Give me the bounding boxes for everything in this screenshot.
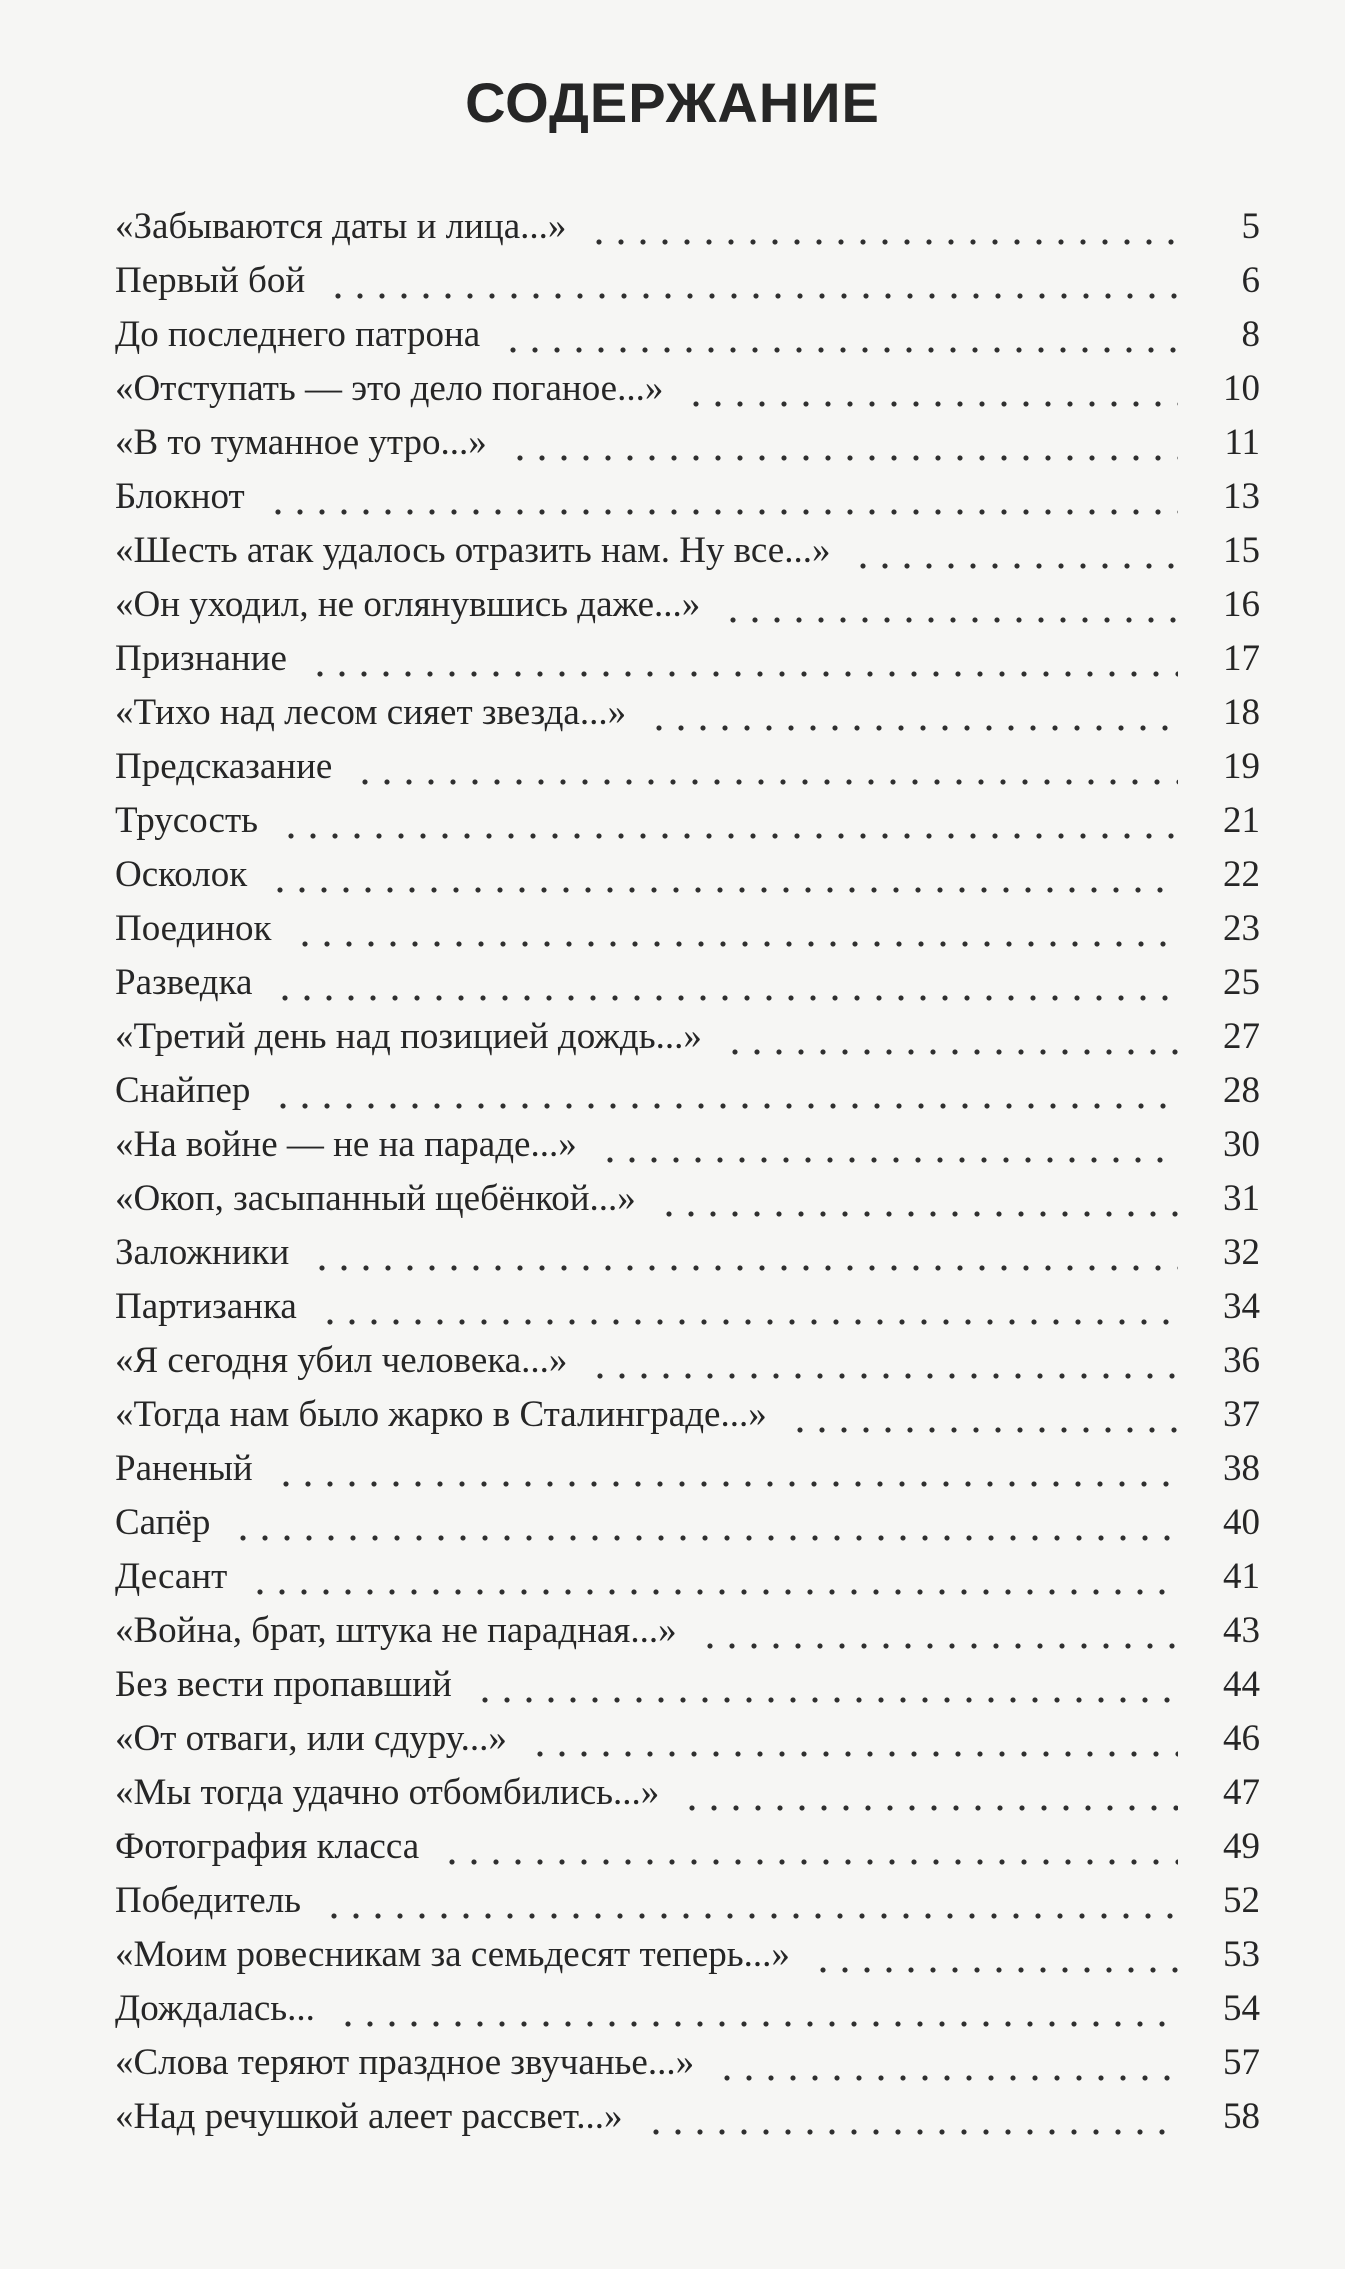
toc-entry-title: Десант xyxy=(115,1556,228,1597)
toc-entry xyxy=(115,254,1260,308)
toc-entry-page-number: 34 xyxy=(1223,1286,1260,1327)
dot-leader xyxy=(716,2036,1178,2090)
toc-entry-page-number: 13 xyxy=(1223,476,1260,517)
dot-leader xyxy=(699,1604,1178,1658)
dot-leader xyxy=(658,1172,1178,1226)
toc-entry xyxy=(115,1010,1260,1064)
toc-entry-page-number: 31 xyxy=(1223,1178,1260,1219)
toc-entry-title: «Третий день над позицией дождь...» xyxy=(115,1016,702,1057)
toc-entry-title: «Отступать — это дело поганое...» xyxy=(115,368,664,409)
toc-entry xyxy=(115,1766,1260,1820)
dot-leader xyxy=(722,578,1178,632)
toc-entry-page-number: 28 xyxy=(1223,1070,1260,1111)
toc-entry-title: «В то туманное утро...» xyxy=(115,422,487,463)
dot-leader xyxy=(648,686,1178,740)
dot-leader xyxy=(599,1118,1178,1172)
toc-entry-title: Трусость xyxy=(115,800,259,841)
toc-entry-page-number: 43 xyxy=(1223,1610,1260,1651)
toc-entry-title: Раненый xyxy=(115,1448,253,1489)
toc-entry xyxy=(115,1334,1260,1388)
dot-leader xyxy=(852,524,1178,578)
toc-entry-title: Дождалась... xyxy=(115,1988,315,2029)
toc-entry-page-number: 57 xyxy=(1223,2042,1260,2083)
toc-entry xyxy=(115,740,1260,794)
dot-leader xyxy=(724,1010,1178,1064)
toc-entry-page-number: 41 xyxy=(1223,1556,1260,1597)
toc-entry-page-number: 8 xyxy=(1241,314,1260,355)
toc-entry-title: Сапёр xyxy=(115,1502,211,1543)
toc-entry-title: «Моим ровесникам за семьдесят теперь...» xyxy=(115,1934,790,1975)
toc-entry-page-number: 47 xyxy=(1223,1772,1260,1813)
toc-entry-page-number: 53 xyxy=(1223,1934,1260,1975)
dot-leader xyxy=(232,1496,1178,1550)
toc-entry xyxy=(115,2090,1260,2144)
toc-entry-title: Фотография класса xyxy=(115,1826,420,1867)
toc-entry-title: «От отваги, или сдуру...» xyxy=(115,1718,507,1759)
toc-entry xyxy=(115,1928,1260,1982)
toc-entry-title: «Он уходил, не оглянувшись даже...» xyxy=(115,584,701,625)
dot-leader xyxy=(327,254,1178,308)
dot-leader xyxy=(309,632,1178,686)
toc-entry xyxy=(115,1118,1260,1172)
dot-leader xyxy=(311,1226,1178,1280)
toc-entry xyxy=(115,1064,1260,1118)
dot-leader xyxy=(588,200,1178,254)
toc-entry-title: Без вести пропавший xyxy=(115,1664,452,1705)
toc-entry-page-number: 58 xyxy=(1223,2096,1260,2137)
toc-entry xyxy=(115,848,1260,902)
dot-leader xyxy=(267,470,1178,524)
toc-entry-title: Осколок xyxy=(115,854,248,895)
toc-entry-page-number: 6 xyxy=(1241,260,1260,301)
dot-leader xyxy=(645,2090,1178,2144)
toc-entry xyxy=(115,1388,1260,1442)
toc-entry xyxy=(115,362,1260,416)
toc-entry-page-number: 11 xyxy=(1224,422,1260,463)
dot-leader xyxy=(509,416,1178,470)
toc-entry-page-number: 15 xyxy=(1223,530,1260,571)
toc-entry-title: Партизанка xyxy=(115,1286,297,1327)
toc-entry-page-number: 19 xyxy=(1223,746,1260,787)
toc-entry-page-number: 5 xyxy=(1241,206,1260,247)
toc-entry-title: «Мы тогда удачно отбомбились...» xyxy=(115,1772,660,1813)
toc-entry-title: Признание xyxy=(115,638,287,679)
toc-entry xyxy=(115,200,1260,254)
toc-entry xyxy=(115,1442,1260,1496)
toc-entry xyxy=(115,632,1260,686)
toc-entry xyxy=(115,1172,1260,1226)
dot-leader xyxy=(685,362,1178,416)
toc-entry xyxy=(115,1820,1260,1874)
toc-entry-title: «Над речушкой алеет рассвет...» xyxy=(115,2096,623,2137)
table-of-contents xyxy=(115,200,1260,2144)
dot-leader xyxy=(319,1280,1178,1334)
toc-entry xyxy=(115,1658,1260,1712)
toc-entry xyxy=(115,956,1260,1010)
toc-entry xyxy=(115,794,1260,848)
toc-entry-title: «Тихо над лесом сияет звезда...» xyxy=(115,692,627,733)
toc-entry xyxy=(115,1874,1260,1928)
toc-entry-page-number: 25 xyxy=(1223,962,1260,1003)
toc-entry-title: Первый бой xyxy=(115,260,306,301)
toc-entry xyxy=(115,578,1260,632)
toc-entry xyxy=(115,2036,1260,2090)
toc-entry-page-number: 54 xyxy=(1223,1988,1260,2029)
toc-entry-page-number: 44 xyxy=(1223,1664,1260,1705)
toc-entry-page-number: 10 xyxy=(1223,368,1260,409)
toc-entry-title: «Война, брат, штука не парадная...» xyxy=(115,1610,677,1651)
toc-entry-page-number: 36 xyxy=(1223,1340,1260,1381)
page-title: СОДЕРЖАНИЕ xyxy=(465,71,880,134)
dot-leader xyxy=(249,1550,1178,1604)
toc-entry-page-number: 46 xyxy=(1223,1718,1260,1759)
toc-entry xyxy=(115,470,1260,524)
toc-entry-page-number: 18 xyxy=(1223,692,1260,733)
toc-entry-title: «Шесть атак удалось отразить нам. Ну все...» xyxy=(115,530,831,571)
toc-entry xyxy=(115,524,1260,578)
dot-leader xyxy=(274,956,1178,1010)
toc-entry-page-number: 16 xyxy=(1223,584,1260,625)
toc-entry-page-number: 30 xyxy=(1223,1124,1260,1165)
dot-leader xyxy=(681,1766,1178,1820)
toc-entry xyxy=(115,686,1260,740)
toc-entry-page-number: 38 xyxy=(1223,1448,1260,1489)
toc-entry xyxy=(115,902,1260,956)
toc-entry-page-number: 22 xyxy=(1223,854,1260,895)
toc-entry-title: «Я сегодня убил человека...» xyxy=(115,1340,568,1381)
toc-entry-title: Предсказание xyxy=(115,746,333,787)
dot-leader xyxy=(441,1820,1178,1874)
toc-entry-title: Поединок xyxy=(115,908,272,949)
toc-entry-title: Блокнот xyxy=(115,476,245,517)
toc-entry-page-number: 32 xyxy=(1223,1232,1260,1273)
dot-leader xyxy=(354,740,1178,794)
toc-entry xyxy=(115,1280,1260,1334)
toc-entry xyxy=(115,1604,1260,1658)
dot-leader xyxy=(294,902,1178,956)
toc-entry-title: До последнего патрона xyxy=(115,314,481,355)
toc-entry xyxy=(115,1226,1260,1280)
toc-entry xyxy=(115,1550,1260,1604)
toc-entry xyxy=(115,1982,1260,2036)
toc-entry-page-number: 27 xyxy=(1223,1016,1260,1057)
dot-leader xyxy=(280,794,1178,848)
dot-leader xyxy=(812,1928,1178,1982)
dot-leader xyxy=(323,1874,1178,1928)
dot-leader xyxy=(337,1982,1178,2036)
toc-entry-page-number: 40 xyxy=(1223,1502,1260,1543)
dot-leader xyxy=(474,1658,1178,1712)
toc-entry-page-number: 49 xyxy=(1223,1826,1260,1867)
dot-leader xyxy=(589,1334,1178,1388)
dot-leader xyxy=(272,1064,1178,1118)
toc-entry-page-number: 23 xyxy=(1223,908,1260,949)
toc-entry-title: Заложники xyxy=(115,1232,290,1273)
toc-entry-title: «Окоп, засыпанный щебёнкой...» xyxy=(115,1178,636,1219)
toc-entry xyxy=(115,1712,1260,1766)
toc-entry xyxy=(115,1496,1260,1550)
dot-leader xyxy=(502,308,1178,362)
toc-entry-title: Разведка xyxy=(115,962,253,1003)
toc-entry-title: «Забываются даты и лица...» xyxy=(115,206,567,247)
toc-entry-title: «Слова теряют праздное звучанье...» xyxy=(115,2042,695,2083)
toc-entry-page-number: 17 xyxy=(1223,638,1260,679)
toc-entry-title: Победитель xyxy=(115,1880,302,1921)
dot-leader xyxy=(269,848,1178,902)
toc-entry-page-number: 37 xyxy=(1223,1394,1260,1435)
dot-leader xyxy=(275,1442,1178,1496)
toc-entry xyxy=(115,416,1260,470)
toc-entry-title: «На войне — не на параде...» xyxy=(115,1124,577,1165)
dot-leader xyxy=(789,1388,1178,1442)
toc-entry xyxy=(115,308,1260,362)
toc-entry-title: «Тогда нам было жарко в Сталинграде...» xyxy=(115,1394,767,1435)
toc-entry-page-number: 21 xyxy=(1223,800,1260,841)
toc-entry-page-number: 52 xyxy=(1223,1880,1260,1921)
toc-entry-title: Снайпер xyxy=(115,1070,251,1111)
dot-leader xyxy=(529,1712,1178,1766)
